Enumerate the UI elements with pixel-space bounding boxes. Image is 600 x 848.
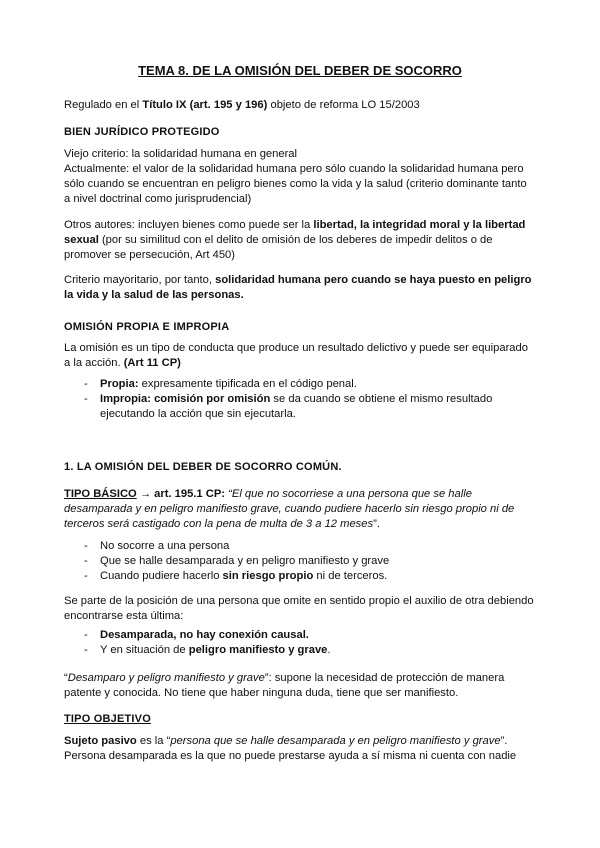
regulation-paragraph: [64, 98, 536, 113]
sujeto-text-end: ”.: [500, 735, 508, 747]
omision-intro-paragraph: [64, 341, 536, 371]
sujeto-bold: Sujeto pasivo: [64, 735, 137, 747]
tipo-basico-label: TIPO BÁSICO: [64, 488, 137, 500]
list-item: [64, 628, 536, 643]
posicion-paragraph: Se parte de la posición de una persona que omite en sentido propio el auxilio de otra debiendo encontrarse esta última:: [64, 595, 534, 622]
omision-intro-bold: (Art 11 CP): [123, 357, 181, 369]
desamparo-paragraph: [64, 671, 536, 701]
item-text: Cuando pudiere hacerlo: [100, 570, 223, 582]
list-item: [64, 569, 536, 584]
situacion-list: [64, 628, 536, 658]
list-item: [64, 377, 536, 392]
item-text: se da cuando se obtiene el mismo resultado ejecutando la acción que sin ejecutarla.: [100, 393, 493, 420]
desamparo-term: Desamparo y peligro manifiesto y grave: [67, 672, 265, 684]
sujeto-italic: persona que se halle desamparada y en peligro manifiesto y grave: [170, 735, 501, 747]
otros-text-end: (por su similitud con el delito de omisión de los deberes de impedir delitos o de promover se persecución, Art 450): [64, 234, 493, 261]
omision-intro-text: La omisión es un tipo de conducta que produce un resultado delictivo y puede ser equiparado a la acción.: [64, 342, 528, 369]
list-item: [64, 392, 536, 422]
reg-bold: Título IX (art. 195 y 196): [142, 99, 268, 111]
item-bold: Impropia: comisión por omisión: [100, 393, 271, 405]
list-item: [64, 643, 536, 658]
sujeto-pasivo-paragraph: [64, 734, 536, 764]
item-bold: Propia:: [100, 378, 139, 390]
item-bold: sin riesgo propio: [222, 570, 314, 582]
item-bold: Desamparada, no hay conexión causal.: [100, 629, 309, 641]
quote-end: ”.: [373, 518, 380, 530]
otros-bold: libertad, la integridad moral y la libertad sexual: [64, 219, 526, 246]
crit-text: Criterio mayoritario, por tanto,: [64, 274, 216, 286]
persona-text: Persona desamparada es la que no puede prestarse ayuda a sí misma ni cuenta con nadie: [64, 750, 517, 762]
list-item: [64, 539, 536, 554]
crit-bold: solidaridad humana pero cuando se haya puesto en peligro la vida y la salud de las personas.: [64, 274, 532, 301]
criterio-mayoritario-paragraph: [64, 273, 536, 303]
item-bold: peligro manifiesto y grave: [188, 644, 328, 656]
item-text: Que se halle desamparada y en peligro manifiesto y grave: [100, 555, 390, 567]
tipo-basico-paragraph: [64, 487, 536, 532]
otros-autores-paragraph: [64, 218, 536, 263]
item-text: Y en situación de: [100, 644, 189, 656]
section-1-heading: 1. LA OMISIÓN DEL DEBER DE SOCORRO COMÚN.: [64, 461, 342, 473]
actual-text: Actualmente: el valor de la solidaridad humana pero sólo cuando la solidaridad humana pero sólo cuando se encuentran en peligro bienes como la vida y la salud (criterio dominante tanto a nivel doctrinal como jurisprudencial): [64, 163, 527, 205]
tipo-basico-list: [64, 539, 536, 584]
omision-list: [64, 377, 536, 422]
page-title: TEMA 8. DE LA OMISIÓN DEL DEBER DE SOCORRO: [138, 63, 462, 78]
item-text-end: ni de terceros.: [313, 570, 388, 582]
tipo-basico-quote: “El que no socorriese a una persona que se halle desamparada y en peligro manifiesto grave, cuando pudiere hacerlo sin riesgo propio ni de terceros será castigado con la pena de multa de 3 a 12 meses: [64, 488, 515, 530]
tipo-basico-article: → art. 195.1 CP:: [136, 488, 229, 500]
reg-text: Regulado en el: [64, 99, 143, 111]
viejo-text: Viejo criterio: la solidaridad humana en general: [64, 148, 298, 160]
item-text-end: .: [327, 644, 331, 656]
quote-open: “: [64, 672, 68, 684]
tipo-objetivo-heading: TIPO OBJETIVO: [64, 713, 151, 725]
sujeto-text: es la “: [136, 735, 171, 747]
item-text: No socorre a una persona: [100, 540, 230, 552]
desamparo-text: ”: supone la necesidad de protección de manera patente y conocida. No tiene que haber ninguna duda, tiene que ser manifiesto.: [64, 672, 505, 699]
list-item: [64, 554, 536, 569]
bien-juridico-heading: BIEN JURÍDICO PROTEGIDO: [64, 126, 220, 138]
reg-text-end: objeto de reforma LO 15/2003: [267, 99, 420, 111]
item-text: expresamente tipificada en el código penal.: [138, 378, 357, 390]
omision-heading: OMISIÓN PROPIA E IMPROPIA: [64, 321, 230, 333]
otros-text: Otros autores: incluyen bienes como puede ser la: [64, 219, 314, 231]
viejo-criterio-paragraph: [64, 147, 536, 207]
